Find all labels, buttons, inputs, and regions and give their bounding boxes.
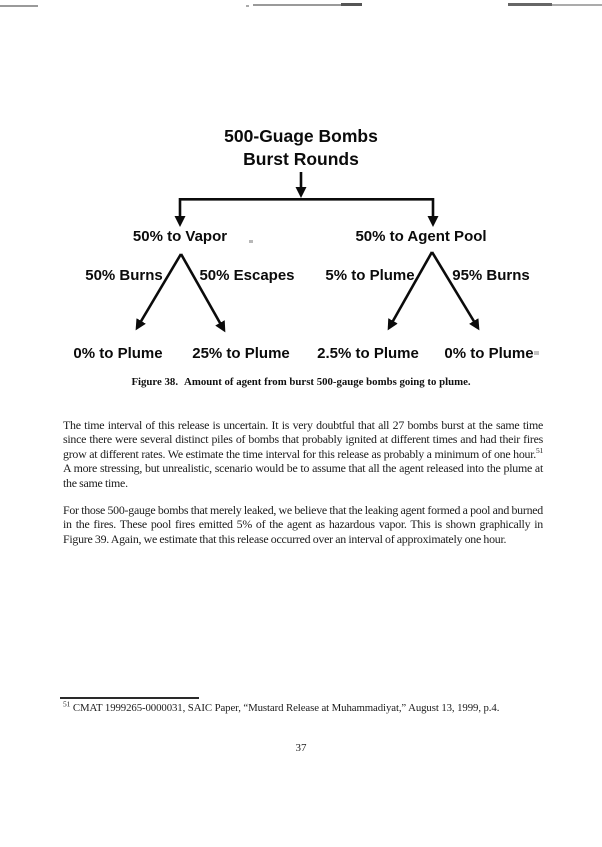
result-pool-burns-plume: 0% to Plume bbox=[444, 345, 534, 362]
page-number: 37 bbox=[295, 742, 307, 754]
footnote-reference-51: 51 bbox=[536, 445, 543, 455]
figure-caption bbox=[0, 376, 602, 388]
footnote-51 bbox=[63, 699, 555, 715]
node-vapor-label: 50% to Vapor bbox=[132, 228, 228, 245]
result-vapor-escapes-plume: 25% to Plume bbox=[192, 345, 290, 362]
result-pool-plume: 2.5% to Plume bbox=[317, 345, 419, 362]
edge-label-pool-plume: 5% to Plume bbox=[325, 267, 415, 284]
edge-label-pool-burns: 95% Burns bbox=[452, 267, 530, 284]
diagram-title-line2: Burst Rounds bbox=[243, 149, 359, 169]
body-paragraph-1 bbox=[63, 418, 543, 490]
body-paragraph-2: For those 500-gauge bombs that merely leaked, we believe that the leaking agent formed a pool and burned in the fires. These pool fires emitted 5% of the agent as hazardous vapor. This is shown graphically in Figure 39. Again, we estimate that this release occurred over an interval of approximately one hour. bbox=[63, 503, 543, 546]
branch-connector bbox=[180, 199, 433, 218]
edge-label-vapor-burns: 50% Burns bbox=[85, 267, 163, 284]
node-agent-pool-label: 50% to Agent Pool bbox=[355, 228, 487, 245]
footnote-51-text: CMAT 1999265-0000031, SAIC Paper, “Mustard Release at Muhammadiyat,” August 13, 1999, p.4. bbox=[70, 702, 500, 714]
arrow-vapor-escapes bbox=[181, 254, 224, 330]
paragraph1-text-after-ref: A more stressing, but unrealistic, scenario would be to assume that all the agent released into the plume at the same time. bbox=[63, 461, 543, 490]
edge-label-vapor-escapes: 50% Escapes bbox=[199, 267, 295, 284]
arrow-pool-plume bbox=[389, 252, 432, 328]
figure-caption-text: Amount of agent from burst 500-gauge bombs going to plume. bbox=[184, 376, 471, 388]
arrowhead-title bbox=[296, 187, 307, 198]
diagram-title-line1: 500-Guage Bombs bbox=[224, 126, 378, 146]
result-vapor-burns-plume: 0% to Plume bbox=[73, 345, 163, 362]
paragraph1-text-before-ref: The time interval of this release is uncertain. It is very doubtful that all 27 bombs burst at the same time since there were several distinct piles of bombs that probably ignited at different times and had their fires grow at different rates. We estimate the time interval for this release as probably a minimum of one hour. bbox=[63, 418, 543, 461]
arrow-pool-burns bbox=[432, 252, 478, 328]
arrow-vapor-burns bbox=[137, 254, 181, 328]
footnote-51-marker: 51 bbox=[63, 699, 71, 709]
arrowhead-right-branch bbox=[428, 216, 439, 227]
arrowhead-left-branch bbox=[175, 216, 186, 227]
footnote-separator-rule bbox=[60, 697, 199, 699]
figure-caption-label: Figure 38. bbox=[131, 376, 179, 388]
